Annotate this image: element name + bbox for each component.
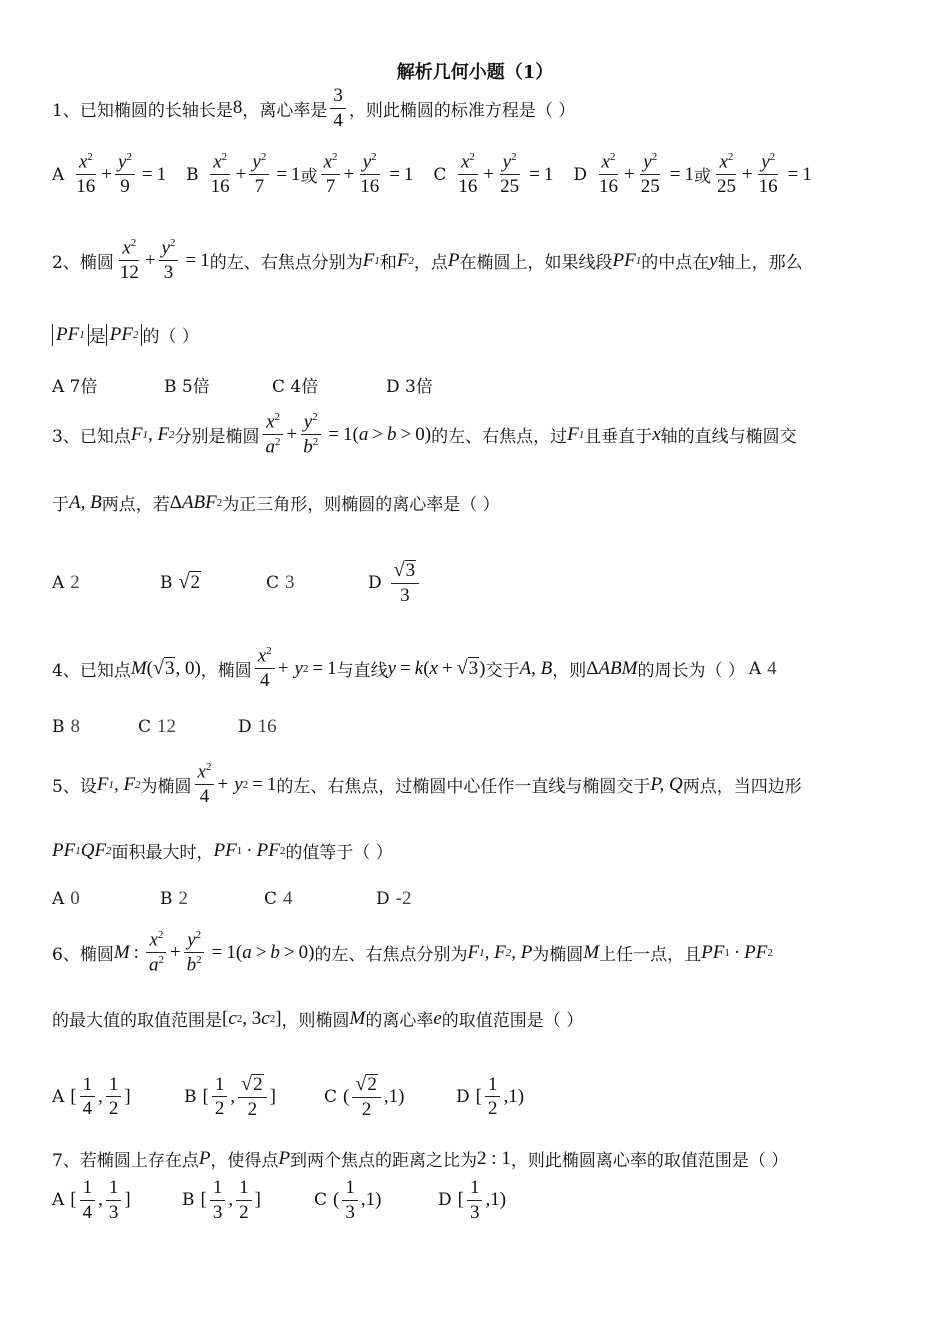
page-title: 解析几何小题（1） — [396, 62, 554, 83]
option-c[interactable]: C 12 — [138, 716, 177, 737]
question-5-cont: PF 1 QF 2 面积最大时， PF 1 · PF 2 的值等于（ ） — [52, 839, 393, 863]
option-b[interactable]: B 8 — [52, 716, 80, 737]
question-1-options — [52, 152, 832, 197]
option-b[interactable]: B [ $\frac{1}{3}$ , $\frac{1}{2}$ ] — [182, 1177, 261, 1223]
option-b[interactable]: B 5倍 — [164, 377, 210, 397]
option-c[interactable]: C 4 — [264, 888, 293, 909]
option-c[interactable]: C $\frac{x^2}{16}$ + $\frac{y^2}{25}$ = 1 — [433, 151, 554, 198]
question-7-options — [52, 1178, 526, 1223]
option-c[interactable]: C ( $\frac{1}{3}$ ,1) — [314, 1177, 382, 1223]
question-4: 4、已知点 M ( √ 3 , 0) ，椭圆 $\frac{x^2}{4}$ + y 2 = 1 与直线 y = k ( x + √ 3 ) 交于 A, B ，则 Δ ABM 的周长为（ ） A 4 — [52, 645, 777, 692]
question-2-cont: PF 1 是 PF 2 的（ ） — [52, 322, 900, 347]
question-4-options — [52, 716, 297, 738]
option-d[interactable]: D $\frac{x^2}{16}$ + $\frac{y^2}{25}$ = 1 或 $\frac{x^2}{25}$ + $\frac{y^2}{16}$ = 1 — [573, 151, 812, 198]
option-d[interactable]: D [ $\frac{1}{3}$ ,1) — [438, 1177, 507, 1223]
option-a[interactable]: A $\frac{x^2}{16}$ + $\frac{y^2}{9}$ = 1 — [52, 151, 167, 198]
question-6-cont: 的最大值的取值范围是 [ c 2 , 3 c 2 ] ，则椭圆 M 的离心率 e 的取值范围是（ ） — [52, 1007, 584, 1031]
question-6-options — [52, 1074, 544, 1120]
option-a[interactable]: A 4 — [748, 657, 777, 679]
option-b[interactable]: B 2 — [160, 888, 188, 909]
option-a[interactable]: A 2 — [52, 571, 80, 593]
option-b[interactable]: B [ $\frac{1}{2}$ , √ 2 2 ] — [184, 1073, 276, 1120]
question-5-options — [52, 888, 431, 910]
question-2: 2、椭圆 $\frac{x^2}{12}$ + $\frac{y^2}{3}$ = 1 的左、右焦点分别为 F 1 和 F 2 ，点 P 在椭圆上，如果线段 PF 1 的中点在 y 轴上，那么 — [52, 237, 803, 284]
option-d[interactable]: D [ $\frac{1}{2}$ ,1) — [456, 1073, 525, 1120]
option-d[interactable]: D 16 — [238, 716, 277, 737]
option-c[interactable]: C ( √ 2 2 ,1) — [324, 1073, 405, 1120]
option-b[interactable]: B $\frac{x^2}{16}$ + $\frac{y^2}{7}$ = 1 或 $\frac{x^2}{7}$ + $\frac{y^2}{16}$ = 1 — [186, 151, 414, 198]
option-a[interactable]: A 7倍 — [52, 377, 98, 397]
option-d[interactable]: D 3倍 — [386, 377, 433, 397]
question-3-cont: 于 A, B 两点，若 Δ ABF 2 为正三角形，则椭圆的离心率是（ ） — [52, 491, 500, 515]
question-3-options — [52, 560, 442, 606]
option-a[interactable]: A [ $\frac{1}{4}$ , $\frac{1}{2}$ ] — [52, 1073, 131, 1120]
option-c[interactable]: C 4倍 — [272, 377, 319, 397]
question-1: 1、已知椭圆的长轴长是 8 ，离心率是 $\frac{3}{4}$ ，则此椭圆的标准方程是（ ） — [52, 85, 576, 131]
option-a[interactable]: A 0 — [52, 888, 80, 909]
option-d[interactable]: D -2 — [376, 888, 412, 909]
question-3: 3、已知点 F 1 , F 2 分别是椭圆 $\frac{x^2}{a^2}$ + $\frac{y^2}{b^2}$ = 1( a > b > 0) 的左、右焦点，过 F 1 且垂直于 x 轴的直线与椭圆交 — [52, 411, 797, 458]
option-a[interactable]: A [ $\frac{1}{4}$ , $\frac{1}{3}$ ] — [52, 1177, 131, 1223]
eccentricity-fraction: $\frac{3}{4}$ — [330, 86, 346, 131]
option-b[interactable]: B √ 2 — [160, 571, 200, 594]
option-d[interactable]: D √ 3 3 — [368, 560, 422, 606]
question-5: 5、设 F 1 , F 2 为椭圆 $\frac{x^2}{4}$ + y 2 = 1 的左、右焦点，过椭圆中心任作一直线与椭圆交于 P, Q 两点，当四边形 — [52, 761, 802, 808]
question-2-options — [52, 372, 433, 397]
question-6: 6、椭圆 M : $\frac{x^2}{a^2}$ + $\frac{y^2}{b^2}$ = 1( a > b > 0) 的左、右焦点分别为 F 1 , F 2 , P 为椭圆 M 上任一点，且 PF 1 · PF 2 — [52, 929, 773, 976]
option-c[interactable]: C 3 — [266, 571, 295, 593]
question-7: 7、若椭圆上存在点 P ，使得点 P 到两个焦点的距离之比为 2 : 1 ，则此椭圆离心率的取值范围是（ ） — [52, 1147, 789, 1171]
